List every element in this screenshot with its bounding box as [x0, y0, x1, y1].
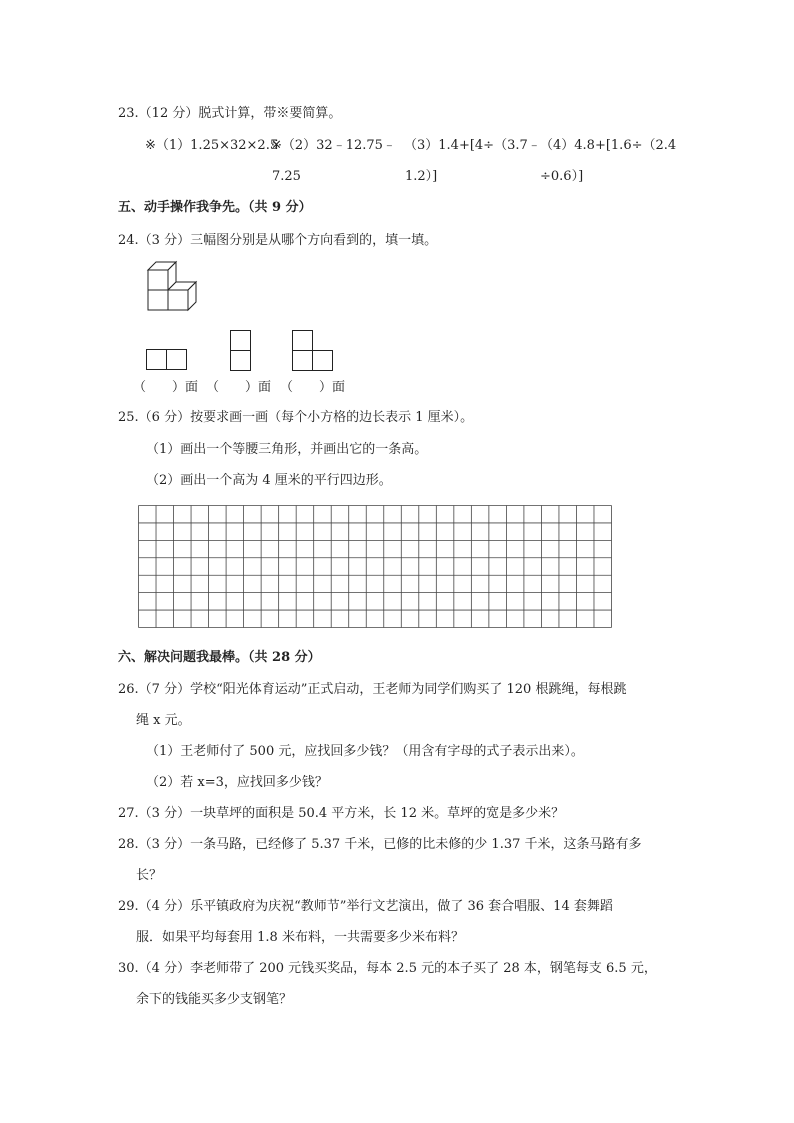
q23-title: 23.（12 分）脱式计算，带※要简算。 [118, 106, 342, 121]
q23-item-1: ※（1）1.25×32×2.5 [145, 138, 279, 153]
view-side-figure [230, 330, 254, 374]
q23-item-4-cont: ÷0.6）] [540, 169, 584, 184]
q23-item-3-cont: 1.2）] [405, 169, 438, 184]
q24-blank-2: （ ）面 [206, 380, 272, 395]
q23-item-3: （3）1.4+[4÷（3.7﹣ [404, 138, 541, 153]
q29-line1: 29.（4 分）乐平镇政府为庆祝“教师节”举行文艺演出，做了 36 套合唱服、14 套舞蹈 [118, 899, 613, 914]
q28-line2: 长？ [136, 868, 163, 883]
q25-sub1: （1）画出一个等腰三角形，并画出它的一条高。 [146, 442, 428, 457]
section6-title: 六、解决问题我最棒。（共 28 分） [118, 650, 321, 665]
q24-blank-3: （ ）面 [280, 380, 346, 395]
cube-stack-figure [140, 258, 200, 318]
q26-sub2: （2）若 x=3，应找回多少钱？ [146, 775, 328, 790]
drawing-grid [138, 505, 613, 629]
q23-item-4: （4）4.8+[1.6÷（2.4 [540, 138, 677, 153]
q23-item-2: ※（2）32﹣12.75﹣ [271, 138, 396, 153]
q30-line1: 30.（4 分）李老师带了 200 元钱买奖品，每本 2.5 元的本子买了 28 本，钢笔每支 6.5 元， [118, 961, 657, 976]
q25-sub2: （2）画出一个高为 4 厘米的平行四边形。 [146, 473, 392, 488]
q30-line2: 余下的钱能买多少支钢笔？ [136, 992, 293, 1007]
section5-title: 五、动手操作我争先。（共 9 分） [118, 200, 312, 215]
view-top-figure [292, 330, 336, 374]
q24-title: 24.（3 分）三幅图分别是从哪个方向看到的，填一填。 [118, 233, 438, 248]
q24-blank-1: （ ）面 [133, 380, 199, 395]
q28-line1: 28.（3 分）一条马路，已经修了 5.37 千米，已修的比未修的少 1.37 千米，这条马路有多 [118, 837, 642, 852]
q29-line2: 服．如果平均每套用 1.8 米布料，一共需要多少米布料？ [136, 930, 464, 945]
q27-line1: 27.（3 分）一块草坪的面积是 50.4 平方米，长 12 米。草坪的宽是多少米？ [118, 806, 565, 821]
q26-sub1: （1）王老师付了 500 元，应找回多少钱？（用含有字母的式子表示出来）。 [146, 744, 584, 759]
q26-line1: 26.（7 分）学校“阳光体育运动”正式启动，王老师为同学们购买了 120 根跳绳，每根跳 [118, 682, 627, 697]
q25-title: 25.（6 分）按要求画一画（每个小方格的边长表示 1 厘米）。 [118, 410, 474, 425]
q23-item-2-cont: 7.25 [272, 169, 301, 184]
view-front-figure [146, 349, 190, 373]
q26-line2: 绳 x 元。 [136, 713, 191, 728]
